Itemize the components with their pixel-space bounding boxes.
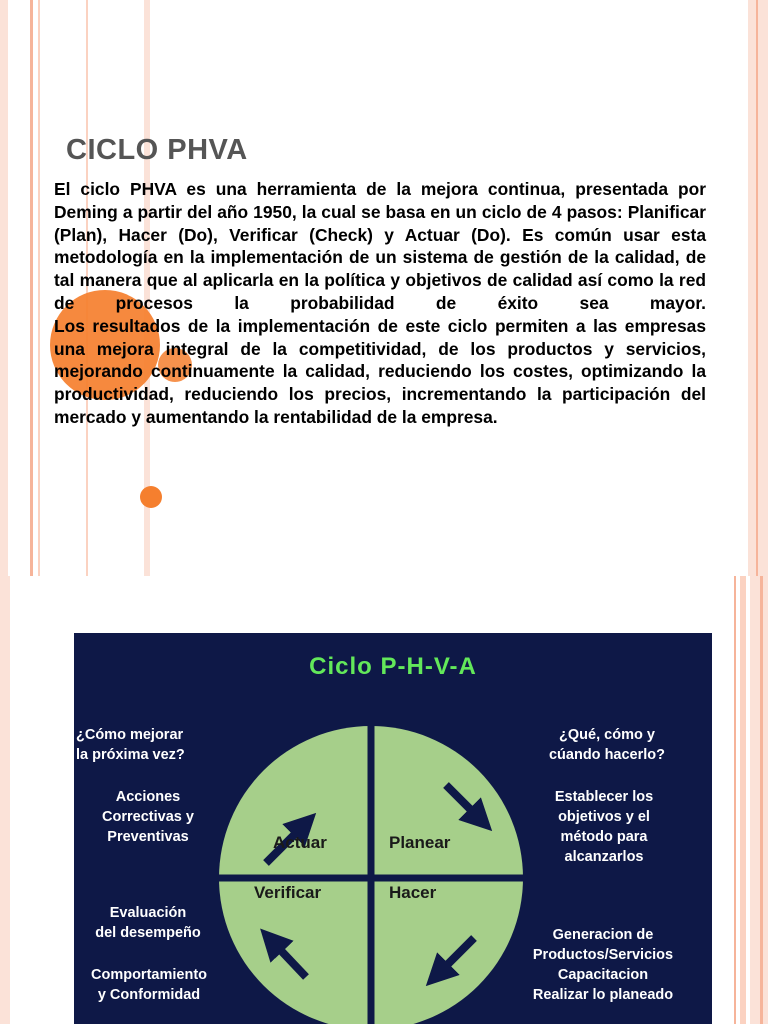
decorative-stripe — [756, 0, 758, 576]
diagram-title: Ciclo P-H-V-A — [309, 653, 477, 680]
slide-ciclo-phva-diagram — [0, 576, 768, 1024]
decorative-stripe — [30, 0, 33, 576]
label-que-como-cuando: ¿Qué, cómo y cúando hacerlo? — [548, 727, 666, 763]
decorative-stripe — [750, 576, 768, 1024]
quadrant-actuar-label: Actuar — [273, 833, 327, 852]
slide-title: CICLO PHVA — [66, 134, 248, 166]
label-evaluacion-desempeno: Evaluación del desempeño — [95, 905, 201, 941]
body-paragraph-2: Los resultados de la implementación de este ciclo permiten a las empresas una mejora integral de la competitividad, de los productos y servicios, mejorando continuamente la calidad, reduciendo los costes, optimizando la productividad, reduciendo los precios, incrementando la participación del mercado y aumentando la rentabilidad de la empresa. — [54, 315, 706, 427]
label-comportamiento-conformidad: Comportamiento y Conformidad — [91, 967, 207, 1003]
body-paragraph-1 — [54, 178, 706, 315]
label-generacion-productos: Generacion de Productos/Servicios Capacitacion Realizar lo planeado — [532, 927, 674, 1003]
decorative-stripe — [0, 0, 8, 576]
paragraph-1-end: éxito sea mayor. — [497, 292, 706, 313]
decorative-stripe — [740, 576, 746, 1024]
slide-body-text — [54, 178, 706, 429]
quadrant-planear-label: Planear — [389, 833, 451, 852]
decorative-stripe — [748, 0, 768, 576]
quadrant-hacer-label: Hacer — [389, 883, 437, 902]
decorative-stripe — [734, 576, 736, 1024]
decorative-circle-small — [140, 486, 162, 508]
label-establecer-objetivos: Establecer los objetivos y el método para alcanzarlos — [554, 789, 654, 865]
label-como-mejorar: ¿Cómo mejorar la próxima vez? — [76, 727, 185, 763]
label-acciones-correctivas: Acciones Correctivas y Preventivas — [102, 789, 194, 845]
quadrant-verificar-label: Verificar — [254, 883, 322, 902]
decorative-stripe — [0, 576, 10, 1024]
decorative-stripe — [38, 0, 40, 576]
decorative-stripe — [760, 576, 763, 1024]
paragraph-1-main: El ciclo PHVA es una herramienta de la mejora continua, presentada por Deming a partir del año 1950, la cual se basa en un ciclo de 4 pasos: Planificar (Plan), Hacer (Do), Verificar (Check) y Actuar (Do). Es común usar esta metodología en la implementación de un sistema de gestión de la calidad, de tal manera que al aplicarla en la política y objetivos de calidad así como la red de procesos la probabilidad de — [54, 179, 706, 313]
phva-diagram — [74, 633, 712, 1024]
